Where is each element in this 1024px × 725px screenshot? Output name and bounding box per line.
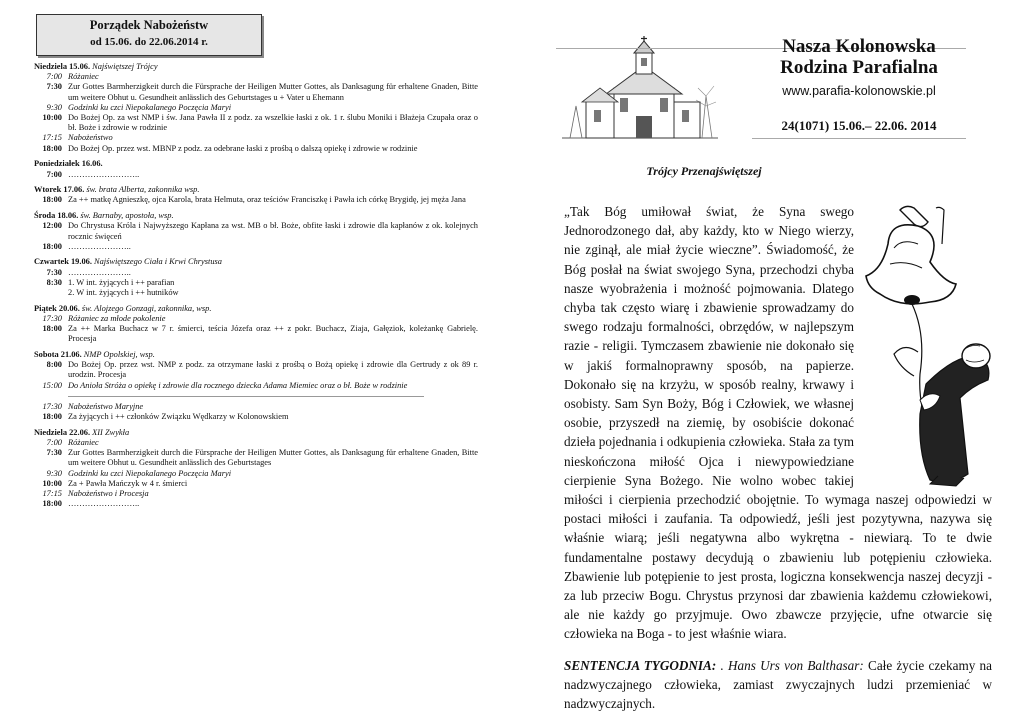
mass-intention: Godzinki ku czci Niepokalanego Poczęcia Maryi	[68, 102, 232, 112]
mass-intention: Godzinki ku czci Niepokalanego Poczęcia Maryi	[68, 468, 232, 478]
mass-entry	[34, 469, 478, 479]
day-date: Niedziela 15.06.	[34, 62, 91, 71]
day-date: Niedziela 22.06.	[34, 427, 91, 437]
schedule-day	[34, 159, 478, 179]
day-heading	[34, 428, 478, 438]
schedule-day	[34, 257, 478, 298]
mass-time: 17:30	[42, 313, 62, 323]
mass-intention: Za ++ Marka Buchacz w 7 r. śmierci, teścia Józefa oraz ++ z pokr. Buchacz, Ziaja, Gałęziok, koleżankę Gabrielę. Procesja	[68, 324, 478, 344]
website-link[interactable]: www.parafia-kolonowskie.pl	[782, 84, 936, 98]
day-date: Środa 18.06.	[34, 211, 79, 221]
mass-time: 18:00	[42, 324, 62, 334]
mass-entry	[34, 144, 478, 154]
mass-entry	[34, 113, 478, 133]
article	[564, 202, 992, 713]
mass-time: 8:00	[46, 360, 62, 370]
mass-time: 17:30	[42, 401, 62, 411]
mass-intention: Do Bożej Op. za wst NMP i św. Jana Pawła II z podz. za wszelkie łaski z ok. 1 r. ślubu Moniki i Błażeja Czupała oraz o bł. Boże i zdrowie w rodzinie	[68, 113, 478, 133]
bell-ringer-illustration	[860, 204, 998, 490]
mass-intention: 1. W int. żyjących i ++ parafian	[68, 277, 175, 287]
schedule-header-box	[36, 14, 262, 56]
day-feast-name: św. Barnaby, apostoła, wsp.	[80, 211, 174, 221]
schedule-title: Porządek Nabożeństw	[89, 18, 209, 32]
mass-entry	[34, 288, 478, 298]
mass-intention: Za + Pawła Mańczyk w 4 r. śmierci	[68, 478, 188, 488]
mass-time: 7:30	[46, 267, 62, 277]
schedule-day	[34, 185, 478, 205]
mass-entry	[34, 268, 478, 278]
mass-intention: Nabożeństwo i Procesja	[68, 489, 149, 499]
day-heading	[34, 257, 478, 267]
schedule-column	[34, 14, 478, 509]
mass-time: 8:30	[46, 277, 62, 287]
day-feast-name: św. brata Alberta, zakonnika wsp.	[86, 185, 200, 195]
day-date: Wtorek 17.06.	[34, 185, 85, 195]
issue-number: 24(1071) 15.06.– 22.06. 2014	[781, 118, 937, 133]
day-feast-name: Najświętszej Trójcy	[92, 62, 158, 71]
mass-time: 17:15	[42, 489, 62, 499]
mass-time: 7:00	[46, 169, 62, 179]
mass-time: 18:00	[42, 195, 62, 205]
mass-intention: …………………..	[68, 241, 131, 251]
mass-entry	[34, 82, 478, 102]
mass-intention: ……………………..	[68, 169, 140, 179]
mass-intention: Nabożeństwo	[68, 133, 113, 143]
mass-entry	[34, 314, 478, 324]
mass-time: 7:30	[46, 448, 62, 458]
day-heading	[34, 211, 478, 221]
schedule-day	[34, 304, 478, 345]
schedule-days	[34, 62, 478, 509]
schedule-dates: od 15.06. do 22.06.2014 r.	[90, 36, 208, 48]
day-date: Piątek 20.06.	[34, 303, 80, 313]
parish-title-line-2: Rodzina Parafialna	[780, 57, 938, 78]
mass-time: 10:00	[42, 478, 62, 488]
schedule-day	[34, 62, 478, 154]
mass-entry	[34, 360, 478, 380]
mass-intention: Zur Gottes Barmherzigkeit durch die Fürsprache der Heiligen Mutter Gottes, als Danksagung für erhaltene Gnaden, Bitte um weitere Obhut u. Gesundheit anlässlich des Geburtstages	[68, 448, 478, 468]
mass-intention: Do Bożej Op. przez wst. NMP z podz. za otrzymane łaski z prośbą o Bożą opiekę i zdrowie dla Gertrudy z ok 89 r. urodzin. Procesja	[68, 360, 478, 380]
schedule-day	[34, 211, 478, 252]
mass-intention: Do Anioła Stróża o opiekę i zdrowie dla rocznego dziecka Adama Miemiec oraz o bł. Boże w rodzinie	[68, 380, 408, 390]
parish-title	[752, 36, 966, 78]
sentence-text: Całe życie czekamy na nadzwyczajnego człowieka, zamiast zwyczajnych ludzi przemieniać w nadzwyczajnych.	[564, 657, 993, 712]
mass-intention: Za ++ matkę Agnieszkę, ojca Karola, brata Helmuta, oraz teściów Franciszkę i Pawła ich córkę Brygidę, jej męża Jana	[68, 195, 466, 205]
mass-time: 17:15	[42, 133, 62, 143]
mass-time: 15:00	[42, 380, 62, 390]
schedule-day	[34, 428, 478, 510]
sentence-author: . Hans Urs von Balthasar:	[720, 657, 864, 673]
day-heading	[34, 350, 478, 360]
mass-entry	[34, 412, 478, 422]
day-feast-name: NMP Opolskiej, wsp.	[83, 350, 155, 360]
day-feast-name: XII Zwykła	[92, 427, 130, 437]
mass-intention: ……………………..	[68, 499, 140, 509]
mass-entry	[34, 221, 478, 241]
day-date: Poniedziałek 16.06.	[34, 159, 103, 169]
day-heading	[34, 185, 478, 195]
mass-entry	[34, 242, 478, 252]
day-date: Sobota 21.06.	[34, 350, 82, 360]
sentence-label: SENTENCJA TYGODNIA:	[564, 657, 717, 673]
mass-time: 7:30	[46, 82, 62, 92]
mass-entry	[34, 448, 478, 468]
mass-intention: Za żyjących i ++ członków Związku Wędkarzy w Kolonowskiem	[68, 412, 289, 422]
day-feast-name: św. Alojzego Gonzagi, zakonnika, wsp.	[81, 303, 212, 313]
mass-time: 12:00	[42, 221, 62, 231]
mass-entry	[34, 170, 478, 180]
church-illustration	[556, 36, 724, 154]
mass-entry	[34, 438, 478, 448]
mass-time: 9:30	[46, 102, 62, 112]
mass-intention: …………………..	[68, 267, 131, 277]
mass-entry	[34, 489, 478, 499]
mass-intention: Różaniec	[68, 72, 99, 82]
separator-line	[68, 396, 424, 397]
mass-entry	[34, 103, 478, 113]
mass-time: 18:00	[42, 241, 62, 251]
issue-rule	[752, 138, 966, 139]
mass-intention: Różaniec	[68, 438, 99, 447]
article-body: „Tak Bóg umiłował świat, że Syna swego Jednorodzonego dał, aby każdy, kto w Niego wierzy, nie zginął, ale miał życie wieczne”. Świadomość, że Bóg posłał na świat swojego Syna, przechodzi chyba nasze wyobrażenia i możność pojmowania. Dlatego chyba tak często wiarę i zbawienie sprowadzamy do swego rodzaju formalności, obrzędów, w najlepszym razie - religii. Tymczasem zbawienie nie dokonało się w jakiś formalnoprawny sposób, na papierze. Dokonało się na krzyżu, w sposób realny, krwawy i osobisty. Sam Syn Boży, Bóg i Człowiek, we własnej osobie, przyszedł na ziemię, by osobiście dokonać dzieła pojednania i odkupienia człowieka. Stała za tym nieskończona miłość Ojca i niewypowiedziane cierpienie Syna Bożego. Nie wolno wobec takiej miłości i cierpienia przechodzić obojętnie. To wymaga naszej odpowiedzi w postaci miłości i zaufania. Ta odpowiedź, jeśli jest pozytywna, nazywa się właśnie wiarą; jeśli negatywna albo wykrętna - niewiarą. To te dwie fundamentalne postawy decydują o zbawieniu lub potępieniu człowieka. Zbawienie lub potępienie to jest prosta, logiczna konsekwencja naszej decyzji - za lub przeciw Bogu. Chrystus przynosi dar zbawienia każdemu człowiekowi, ale nie każdy go przyjmuje. Owo zbawcze przyjęcie, ufne otwarcie się człowieka na Boga - to jest właśnie wiara.	[564, 204, 992, 642]
mass-intention: Różaniec za młode pokolenie	[68, 313, 166, 323]
feast-title: Trójcy Przenajświętszej	[646, 164, 762, 178]
mass-time: 18:00	[42, 143, 62, 153]
mass-entry	[34, 195, 478, 205]
mass-intention: Do Bożej Op. przez wst. MBNP z podz. za odebrane łaski z prośbą o dalszą opiekę i zdrowie w rodzinie	[68, 143, 418, 153]
mass-entry	[34, 381, 478, 391]
schedule-day	[34, 350, 478, 422]
mass-entry	[34, 278, 478, 288]
day-heading	[34, 159, 478, 169]
mass-time	[34, 288, 68, 298]
mass-intention: Nabożeństwo Maryjne	[68, 401, 144, 411]
mass-intention: Zur Gottes Barmherzigkeit durch die Fürsprache der Heiligen Mutter Gottes, als Danksagung für erhaltene Gnaden, Bitte um weitere Obhut u. Gesundheit anlässlich des Geburtstages u + Vater u Ehemann	[68, 82, 478, 102]
mass-entry	[34, 72, 478, 82]
mass-time: 7:00	[46, 438, 62, 447]
mass-time: 18:00	[42, 499, 62, 509]
mass-intention: Do Chrystusa Króla i Najwyższego Kapłana za wst. MB o bł. Boże, obfite łaski i zdrowie dla kapłanów z ok. kolejnych rocznic święceń	[68, 221, 478, 241]
mass-time: 9:30	[46, 468, 62, 478]
parish-title-line-1: Nasza Kolonowska	[782, 36, 936, 57]
mass-entry	[34, 402, 478, 412]
day-feast-name: Najświętszego Ciała i Krwi Chrystusa	[94, 257, 222, 267]
mass-entry	[34, 324, 478, 344]
mass-intention: 2. W int. żyjących i ++ hutników	[68, 288, 179, 298]
day-heading	[34, 304, 478, 314]
day-date: Czwartek 19.06.	[34, 257, 92, 267]
mass-time: 7:00	[46, 72, 62, 82]
mass-entry	[34, 479, 478, 489]
weekly-sentence	[564, 656, 992, 714]
mass-entry	[34, 133, 478, 143]
mass-entry	[34, 499, 478, 509]
day-heading	[34, 62, 478, 72]
mass-time: 10:00	[42, 113, 62, 123]
mass-time: 18:00	[42, 412, 62, 422]
